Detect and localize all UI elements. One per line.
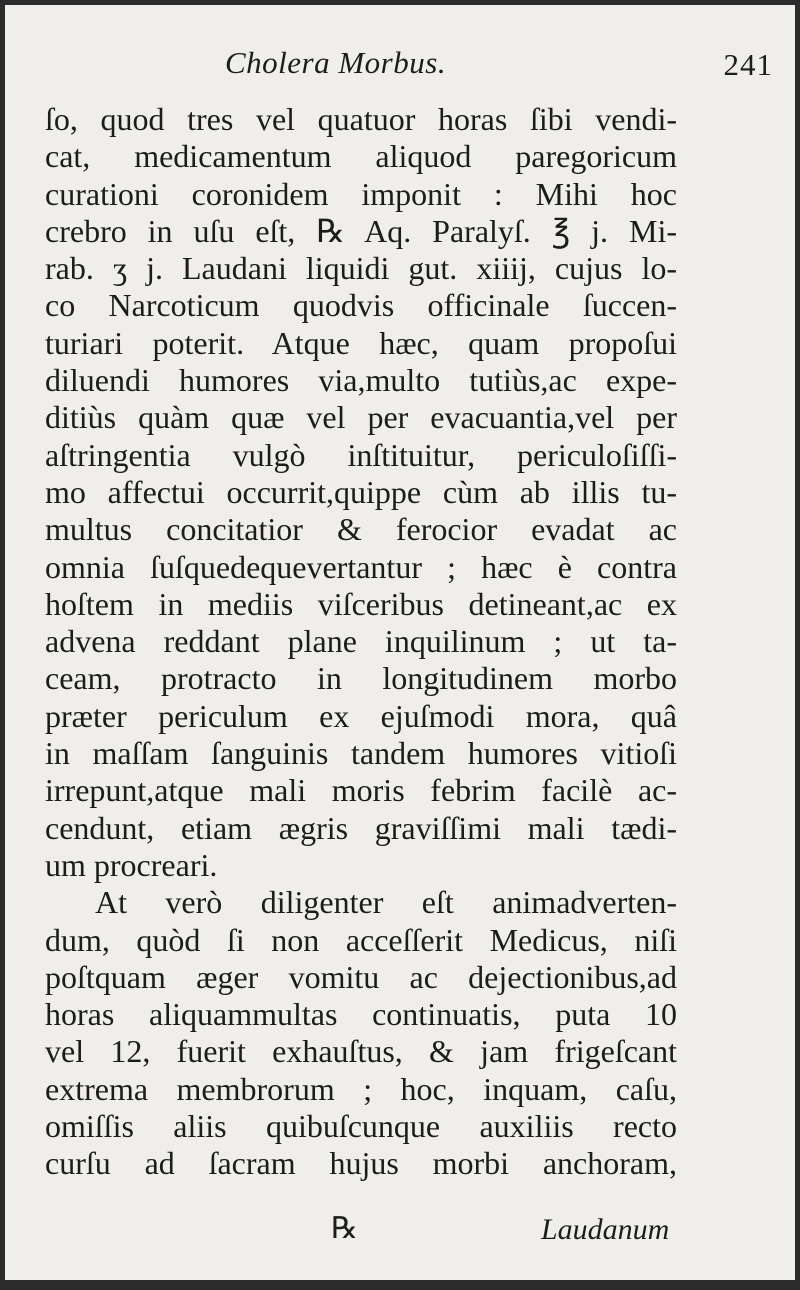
text-line: cendunt, etiam ægris graviſſimi mali tædi- bbox=[45, 809, 677, 846]
book-page bbox=[5, 5, 795, 1280]
text-line: multus concitatior & ferocior evadat ac bbox=[45, 511, 677, 548]
paragraph-start-line: At verò diligenter eſt animadverten- bbox=[95, 884, 677, 921]
page-header bbox=[5, 45, 795, 89]
text-line: cat, medicamentum aliquod paregoricum bbox=[45, 138, 677, 175]
text-line: horas aliquammultas continuatis, puta 10 bbox=[45, 996, 677, 1033]
text-line: dum, quòd ſi non acceſſerit Medicus, niſi bbox=[45, 921, 677, 958]
text-line: irrepunt,atque mali moris febrim facilè ac- bbox=[45, 772, 677, 809]
body-text bbox=[45, 101, 677, 1183]
text-line: vel 12, fuerit exhauſtus, & jam frigeſcant bbox=[45, 1033, 677, 1070]
text-line: diluendi humores via,multo tutiùs,ac expe- bbox=[45, 362, 677, 399]
text-line: aſtringentia vulgò inſtituitur, periculoſiſſi- bbox=[45, 436, 677, 473]
text-line: in maſſam ſanguinis tandem humores vitioſi bbox=[45, 735, 677, 772]
text-line: mo affectui occurrit,quippe cùm ab illis tu- bbox=[45, 473, 677, 510]
text-line: hoſtem in mediis viſceribus detineant,ac ex bbox=[45, 585, 677, 622]
catchline bbox=[5, 1211, 795, 1251]
paragraph-end-line: um procreari. bbox=[45, 846, 218, 883]
text-line: omiſſis aliis quibuſcunque auxiliis recto bbox=[45, 1108, 677, 1145]
text-line: advena reddant plane inquilinum ; ut ta- bbox=[45, 623, 677, 660]
text-line: rab. ʒ j. Laudani liquidi gut. xiiij, cujus lo- bbox=[45, 250, 677, 287]
catchword: Laudanum bbox=[541, 1213, 670, 1246]
text-line: præter periculum ex ejuſmodi mora, quâ bbox=[45, 697, 677, 734]
text-line: poſtquam æger vomitu ac dejectionibus,ad bbox=[45, 958, 677, 995]
text-line: ceam, protracto in longitudinem morbo bbox=[45, 660, 677, 697]
text-line: turiari poterit. Atque hæc, quam propoſui bbox=[45, 324, 677, 361]
text-line: ſo, quod tres vel quatuor horas ſibi vendi- bbox=[45, 101, 677, 137]
text-line: co Narcoticum quodvis officinale ſuccen- bbox=[45, 287, 677, 324]
running-head: Cholera Morbus. bbox=[225, 45, 447, 80]
text-line: curationi coronidem imponit : Mihi hoc bbox=[45, 175, 677, 212]
page-number: 241 bbox=[723, 47, 773, 82]
text-line: extrema membrorum ; hoc, inquam, caſu, bbox=[45, 1070, 677, 1107]
text-line: omnia ſuſquedequevertantur ; hæc è contra bbox=[45, 548, 677, 585]
text-line: curſu ad ſacram hujus morbi anchoram, bbox=[45, 1145, 677, 1182]
recipe-symbol: ℞ bbox=[331, 1212, 358, 1245]
text-line: ditiùs quàm quæ vel per evacuantia,vel per bbox=[45, 399, 677, 436]
text-line: crebro in uſu eſt, ℞ Aq. Paralyſ. ℥ j. Mi- bbox=[45, 212, 677, 249]
